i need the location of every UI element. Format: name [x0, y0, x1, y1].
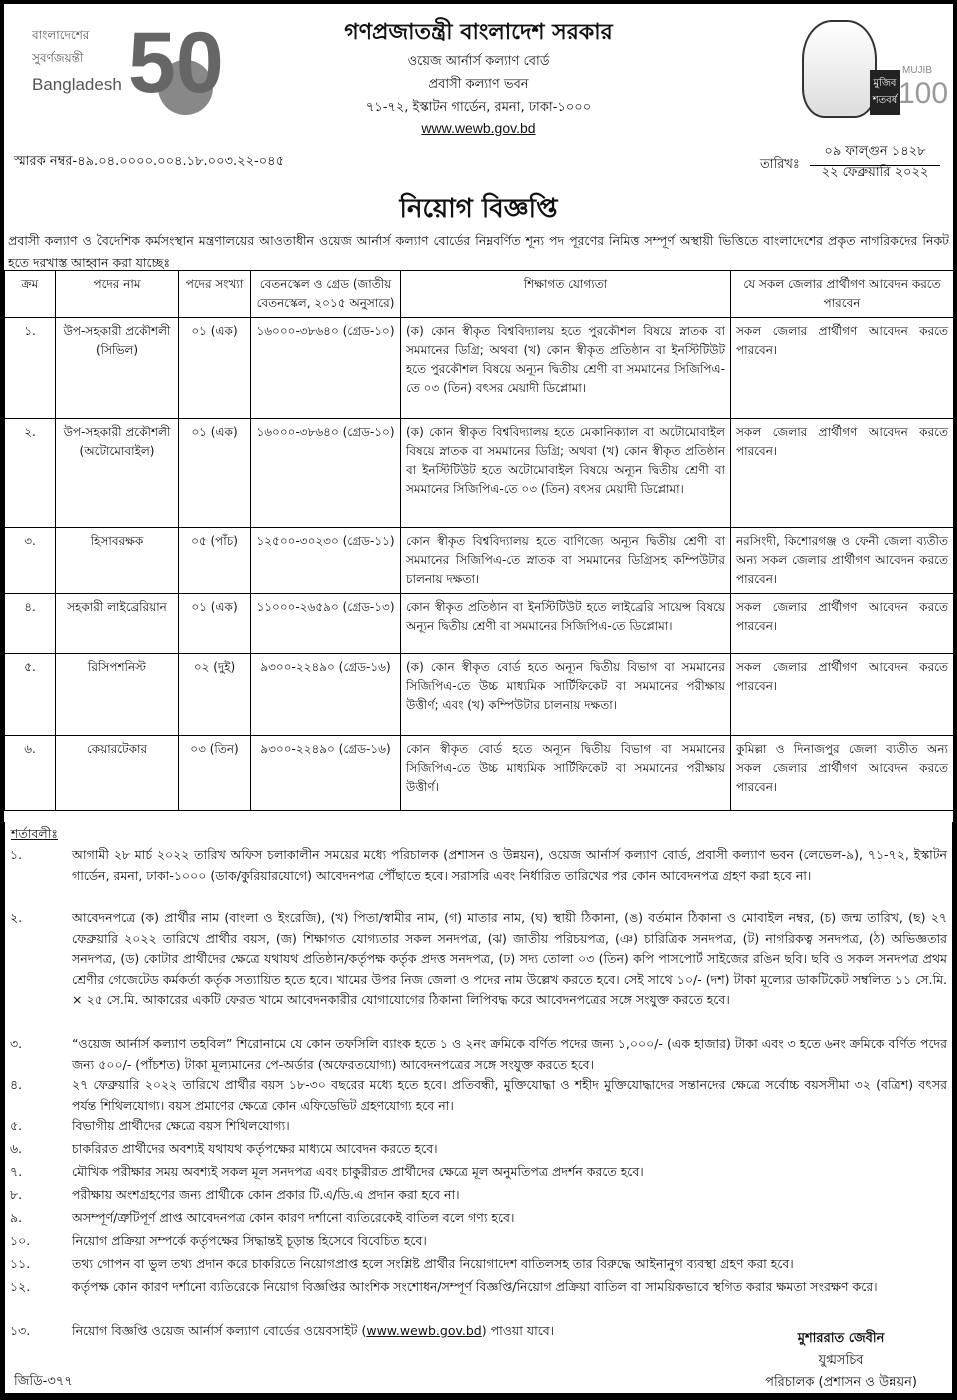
- column-header: শিক্ষাগত যোগ্যতা: [401, 271, 731, 318]
- column-header: বেতনস্কেল ও গ্রেড (জাতীয় বেতনস্কেল, ২০১৫ অনুসারে): [251, 271, 401, 318]
- condition-number: ১.: [10, 847, 23, 862]
- condition-number: ৩.: [10, 1036, 23, 1051]
- cell-districts: কুমিল্লা ও দিনাজপুর জেলা ব্যতীত অন্য সকল জেলার প্রার্থীগণ আবেদন করতে পারবেন।: [731, 736, 954, 811]
- condition-number: ৭.: [10, 1164, 23, 1179]
- signatory-designation: যুগ্মসচিব: [818, 1353, 864, 1368]
- cell-qualification: (ক) কোন স্বীকৃত বিশ্ববিদ্যালয় হতে পুরকৌশল বিষয়ে স্নাতক বা সমমানের ডিগ্রি; অথবা (খ) কোন স্বীকৃত প্রতিষ্ঠান বা ইনস্টিটিউট হতে পুরকৌশল বিষয়ে অন্যূন দ্বিতীয় শ্রেণী বা সমমানের সিজিপিএ-তে ০৩ (তিন) বৎসর মেয়াদী ডিপ্লোমা।: [401, 318, 731, 419]
- cell-sl: ৩.: [5, 528, 56, 594]
- condition-text: বিভাগীয় প্রার্থীদের ক্ষেত্রে বয়স শিথিলযোগ্য।: [72, 1118, 290, 1133]
- condition-number: ১১.: [10, 1256, 31, 1271]
- condition-item: [10, 1254, 947, 1275]
- condition-text-part: নিয়োগ বিজ্ঞপ্তি ওয়েজ আর্নার্স কল্যাণ বোর্ডের ওয়েবসাইট (: [72, 1323, 367, 1338]
- table-row: [5, 528, 954, 594]
- condition-text: “ওয়েজ আর্নার্স কল্যাণ তহবিল” শিরোনামে যে কোন তফসিলি ব্যাংক হতে ১ ও ২নং ক্রমিকে বর্ণিত পদের জন্য ১,০০০/- (এক হাজার) টাকা এবং ৩ হতে ৬নং ক্রমিকে বর্ণিত পদের জন্য ৫০০/- (পাঁচশত) টাকা মূল্যমানের পে-অর্ডার (অফেরতযোগ্য) আবেদনপত্রের সঙ্গে সংযুক্ত করতে হবে।: [72, 1036, 947, 1072]
- cell-post: উপ-সহকারী প্রকৌশলী (সিভিল): [56, 318, 179, 419]
- logo-text: MUJIB: [902, 65, 932, 76]
- condition-text: ২৭ ফেব্রুয়ারি ২০২২ তারিখে প্রার্থীর বয়স ১৮-৩০ বছরের মধ্যে হতে হবে। প্রতিবন্ধী, মুক্তিযোদ্ধা ও শহীদ মুক্তিযোদ্ধাদের সন্তানদের ক্ষেত্রে সর্বোচ্চ বয়সসীমা ৩২ (বত্রিশ) বৎসর পর্যন্ত শিথিলযোগ্য। বয়স প্রমাণের ক্ষেত্রে কোন এফিডেভিট গ্রহণযোগ্য হবে না।: [72, 1077, 947, 1113]
- cell-post: উপ-সহকারী প্রকৌশলী (অটোমোবাইল): [56, 419, 179, 528]
- cell-count: ০১ (এক): [179, 594, 251, 654]
- cell-qualification: কোন স্বীকৃত বিশ্ববিদ্যালয় হতে বাণিজ্যে অন্যূন দ্বিতীয় শ্রেণী বা সমমানের সিজিপিএ-তে স্নাতক বা সমমানের ডিগ্রিসহ কম্পিউটার চালনায় দক্ষতা।: [401, 528, 731, 594]
- condition-text: নিয়োগ প্রক্রিয়া সম্পর্কে কর্তৃপক্ষের সিদ্ধান্তই চূড়ান্ত হিসেবে বিবেচিত হবে।: [72, 1233, 427, 1248]
- condition-item: [10, 1034, 947, 1075]
- cell-scale: ৯৩০০-২২৪৯০ (গ্রেড-১৬): [251, 736, 401, 811]
- table-row: [5, 419, 954, 528]
- condition-text: অসম্পূর্ণ/ত্রুটিপূর্ণ প্রাপ্ত আবেদনপত্র কোন কারণ দর্শানো ব্যতিরেকেই বাতিল বলে গণ্য হবে।: [72, 1210, 515, 1225]
- cell-post: হিসাবরক্ষক: [56, 528, 179, 594]
- cell-scale: ৯৩০০-২২৪৯০ (গ্রেড-১৬): [251, 654, 401, 736]
- cell-districts: নরসিংদী, কিশোরগঞ্জ ও ফেনী জেলা ব্যতীত অন্য সকল জেলার প্রার্থীগণ আবেদন করতে পারবেন।: [731, 528, 954, 594]
- cell-sl: ২.: [5, 419, 56, 528]
- table-row: [5, 318, 954, 419]
- date-english: ২২ ফেব্রুয়ারি ২০২২: [821, 165, 929, 180]
- cell-qualification: কোন স্বীকৃত প্রতিষ্ঠান বা ইনস্টিটিউট হতে লাইব্রেরি সায়েন্স বিষয়ে অন্যূন দ্বিতীয় শ্রেণী বা সমমানের সিজিপিএ-তে ডিপ্লোমা।: [401, 594, 731, 654]
- table-row: [5, 654, 954, 736]
- condition-text: আগামী ২৮ মার্চ ২০২২ তারিখ অফিস চলাকালীন সময়ের মধ্যে পরিচালক (প্রশাসন ও উন্নয়ন), ওয়েজ আর্নার্স কল্যাণ বোর্ড, প্রবাসী কল্যাণ ভবন (লেভেল-৯), ৭১-৭২, ইস্কাটন গার্ডেন, রমনা, ঢাকা-১০০০ (ডাক/কুরিয়ারযোগে) আবেদনপত্র পৌঁছাতে হবে। সরাসরি এবং নির্ধারিত তারিখের পর কোন আবেদনপত্র গ্রহণ করা হবে না।: [72, 847, 947, 883]
- cell-scale: ১৬০০০-৩৮৬৪০ (গ্রেড-১০): [251, 318, 401, 419]
- logo-text: Bangladesh: [32, 75, 122, 94]
- condition-text: পরীক্ষায় অংশগ্রহণের জন্য প্রার্থীকে কোন প্রকার টি.এ/ডি.এ প্রদান করা হবে না।: [72, 1187, 460, 1202]
- cell-scale: ১২৫০০-৩০২৩০ (গ্রেড-১১): [251, 528, 401, 594]
- condition-item: [10, 1231, 947, 1252]
- condition-item: [10, 1162, 947, 1183]
- building-name: প্রবাসী কল্যাণ ভবন: [428, 77, 529, 92]
- column-header: ক্রম: [5, 271, 56, 318]
- intro-text: প্রবাসী কল্যাণ ও বৈদেশিক কর্মসংস্থান মন্ত্রণালয়ের আওতাধীন ওয়েজ আর্নার্স কল্যাণ বোর্ডের নিম্নবর্ণিত শূন্য পদ পূরণের নিমিত্ত সম্পূর্ণ অস্থায়ী ভিত্তিতে বাংলাদেশের প্রকৃত নাগরিকদের নিকট হতে দরখাস্ত আহ্বান করা যাচ্ছেঃ: [8, 233, 949, 270]
- cell-districts: সকল জেলার প্রার্থীগণ আবেদন করতে পারবেন।: [731, 318, 954, 419]
- cell-sl: ৬.: [5, 736, 56, 811]
- cell-districts: সকল জেলার প্রার্থীগণ আবেদন করতে পারবেন।: [731, 419, 954, 528]
- conditions-heading: শর্তাবলীঃ: [11, 826, 58, 841]
- cell-post: কেয়ারটেকার: [56, 736, 179, 811]
- condition-text-part: ) পাওয়া যাবে।: [481, 1323, 555, 1338]
- logo-text: মুজিব শতবর্ষ: [870, 70, 900, 115]
- condition-number: ২.: [10, 910, 23, 925]
- condition-text: আবেদনপত্রে (ক) প্রার্থীর নাম (বাংলা ও ইংরেজি), (খ) পিতা/স্বামীর নাম, (গ) মাতার নাম, (ঘ) স্থায়ী ঠিকানা, (ঙ) বর্তমান ঠিকানা ও মোবাইল নম্বর, (চ) জন্ম তারিখ, (ছ) ২৭ ফেব্রুয়ারি ২০২২ তারিখে প্রার্থীর বয়স, (জ) শিক্ষাগত যোগ্যতার সকল সনদপত্র, (ঝ) জাতীয় পরিচয়পত্র, (ঞ) চারিত্রিক সনদপত্র, (ট) নাগরিকত্ব সনদপত্র, (ঠ) অভিজ্ঞতার সনদপত্র, (ড) কোটার প্রার্থীদের ক্ষেত্রে যথাযথ প্রতিষ্ঠান/কর্তৃপক্ষ কর্তৃক প্রদত্ত সনদপত্র, (ঢ) সদ্য তোলা ০৩ (তিন) কপি পাসপোর্ট সাইজের রঙিন ছবি। ছবি ও সকল সনদপত্র প্রথম শ্রেণীর গেজেটেড কর্মকর্তা কর্তৃক সত্যায়িত হতে হবে। খামের উপর নিজ জেলা ও পদের নাম উল্লেখ করতে হবে। সেই সাথে ১০/- (দশ) টাকা মূল্যের ডাকটিকেট সম্বলিত ১১ সে.মি. × ২৫ সে.মি. আকারের একটি ফেরত খামে আবেদনকারীর যোগাযোগের ঠিকানা লিপিবদ্ধ করে আবেদনপত্রের সঙ্গে সংযুক্ত করতে হবে।: [72, 910, 947, 1007]
- condition-number: ১০.: [10, 1233, 31, 1248]
- page-title: নিয়োগ বিজ্ঞপ্তি: [399, 194, 558, 224]
- condition-item: [10, 1185, 947, 1206]
- condition-number: ৬.: [10, 1141, 23, 1156]
- memo-number: স্মারক নম্বর-৪৯.০৪.০০০০.০০৪.১৮.০০৩.২২-০৪৫: [14, 154, 285, 169]
- condition-number: ৮.: [10, 1187, 23, 1202]
- signature-block: [765, 1328, 917, 1394]
- cell-post: রিসিপশনিস্ট: [56, 654, 179, 736]
- condition-text: কর্তৃপক্ষ কোন কারণ দর্শানো ব্যতিরেকে নিয়োগ বিজ্ঞপ্তির আংশিক সংশোধন/সম্পূর্ণ বিজ্ঞপ্তি/নিয়োগ প্রক্রিয়া বাতিল বা সাময়িকভাবে স্থগিত করার ক্ষমতা সংরক্ষণ করে।: [72, 1279, 878, 1294]
- date-block: [760, 142, 940, 182]
- cell-count: ০৩ (তিন): [179, 736, 251, 811]
- condition-item: [10, 1116, 947, 1137]
- govt-title: গণপ্রজাতন্ত্রী বাংলাদেশ সরকার: [344, 20, 613, 45]
- condition-item: [10, 1075, 947, 1116]
- cell-count: ০১ (এক): [179, 419, 251, 528]
- condition-text: চাকরিরত প্রার্থীদের অবশ্যই যথাযথ কর্তৃপক্ষের মাধ্যমে আবেদন করতে হবে।: [72, 1141, 438, 1156]
- logo-text: বাংলাদেশের: [32, 28, 90, 42]
- condition-item: [10, 1208, 947, 1229]
- signatory-office: পরিচালক (প্রশাসন ও উন্নয়ন): [765, 1375, 917, 1390]
- condition-item: [10, 845, 947, 886]
- cell-post: সহকারী লাইব্রেরিয়ান: [56, 594, 179, 654]
- cell-sl: ৪.: [5, 594, 56, 654]
- column-header: পদের সংখ্যা: [179, 271, 251, 318]
- cell-qualification: কোন স্বীকৃত বোর্ড হতে অন্যূন দ্বিতীয় বিভাগ বা সমমানের সিজিপিএ-তে উচ্চ মাধ্যমিক সার্টিফিকেট বা সমমানের পরীক্ষায় উত্তীর্ণ।: [401, 736, 731, 811]
- cell-qualification: (ক) কোন স্বীকৃত বিশ্ববিদ্যালয় হতে মেকানিক্যাল বা অটোমোবাইল বিষয়ে স্নাতক বা সমমানের ডিগ্রি; অথবা (খ) কোন স্বীকৃত প্রতিষ্ঠান বা ইনস্টিটিউট হতে অটোমোবাইল বিষয়ে অন্যূন দ্বিতীয় শ্রেণী বা সমমানের সিজিপিএ-তে ০৩ (তিন) বৎসর মেয়াদী ডিপ্লোমা।: [401, 419, 731, 528]
- condition-number: ৯.: [10, 1210, 23, 1225]
- condition-number: ১৩.: [10, 1323, 31, 1338]
- cell-count: ০৫ (পাঁচ): [179, 528, 251, 594]
- cell-districts: সকল জেলার প্রার্থীগণ আবেদন করতে পারবেন।: [731, 594, 954, 654]
- condition-text: তথ্য গোপন বা ভুল তথ্য প্রদান করে চাকরিতে নিয়োগপ্রাপ্ত হলে সংশ্লিষ্ট প্রার্থীর নিয়োগাদেশ বাতিলসহ তার বিরুদ্ধে আইনানুগ ব্যবস্থা গ্রহণ করা হবে।: [72, 1256, 794, 1271]
- table-row: [5, 594, 954, 654]
- logo-number: 100: [898, 77, 949, 110]
- cell-sl: ৫.: [5, 654, 56, 736]
- condition-item: [10, 1139, 947, 1160]
- condition-number: ১২.: [10, 1279, 31, 1294]
- condition-number: ৪.: [10, 1077, 23, 1092]
- cell-count: ০২ (দুই): [179, 654, 251, 736]
- table-row: [5, 736, 954, 811]
- condition-item: [10, 908, 947, 1011]
- website-link[interactable]: www.wewb.gov.bd: [366, 1323, 482, 1338]
- condition-text: মৌখিক পরীক্ষার সময় অবশ্যই সকল মূল সনদপত্র এবং চাকুরীরত প্রার্থীদের ক্ষেত্রে মূল অনুমতিপত্র প্রদর্শন করতে হবে।: [72, 1164, 644, 1179]
- logo-number: 50: [128, 15, 224, 111]
- website-link[interactable]: www.wewb.gov.bd: [421, 120, 536, 136]
- cell-sl: ১.: [5, 318, 56, 419]
- vacancy-table: [4, 270, 954, 811]
- date-label: তারিখঃ: [760, 157, 800, 172]
- address: ৭১-৭২, ইস্কাটন গার্ডেন, রমনা, ঢাকা-১০০০: [365, 100, 592, 115]
- cell-districts: সকল জেলার প্রার্থীগণ আবেদন করতে পারবেন।: [731, 654, 954, 736]
- condition-number: ৫.: [10, 1118, 23, 1133]
- cell-count: ০১ (এক): [179, 318, 251, 419]
- condition-item: [10, 1277, 947, 1298]
- cell-scale: ১৬০০০-৩৮৬৪০ (গ্রেড-১০): [251, 419, 401, 528]
- signatory-name: মুশাররাত জেবীন: [797, 1331, 885, 1346]
- cell-scale: ১১০০০-২৬৫৯০ (গ্রেড-১৩): [251, 594, 401, 654]
- column-header: যে সকল জেলার প্রার্থীগণ আবেদন করতে পারবেন: [731, 271, 954, 318]
- gd-number: জিডি-৩৭৭: [14, 1374, 73, 1389]
- logo-text: সুবর্ণজয়ন্তী: [32, 51, 84, 65]
- table-header-row: [5, 271, 954, 318]
- date-bangla: ০৯ ফাল্গুন ১৪২৮: [810, 142, 940, 166]
- column-header: পদের নাম: [56, 271, 179, 318]
- org-name: ওয়েজ আর্নার্স কল্যাণ বোর্ড: [407, 54, 550, 69]
- cell-qualification: (ক) কোন স্বীকৃত বোর্ড হতে অন্যূন দ্বিতীয় বিভাগ বা সমমানের সিজিপিএ-তে উচ্চ মাধ্যমিক সার্টিফিকেট বা সমমানের পরীক্ষায় উত্তীর্ণ; এবং (খ) কম্পিউটার চালনায় দক্ষতা।: [401, 654, 731, 736]
